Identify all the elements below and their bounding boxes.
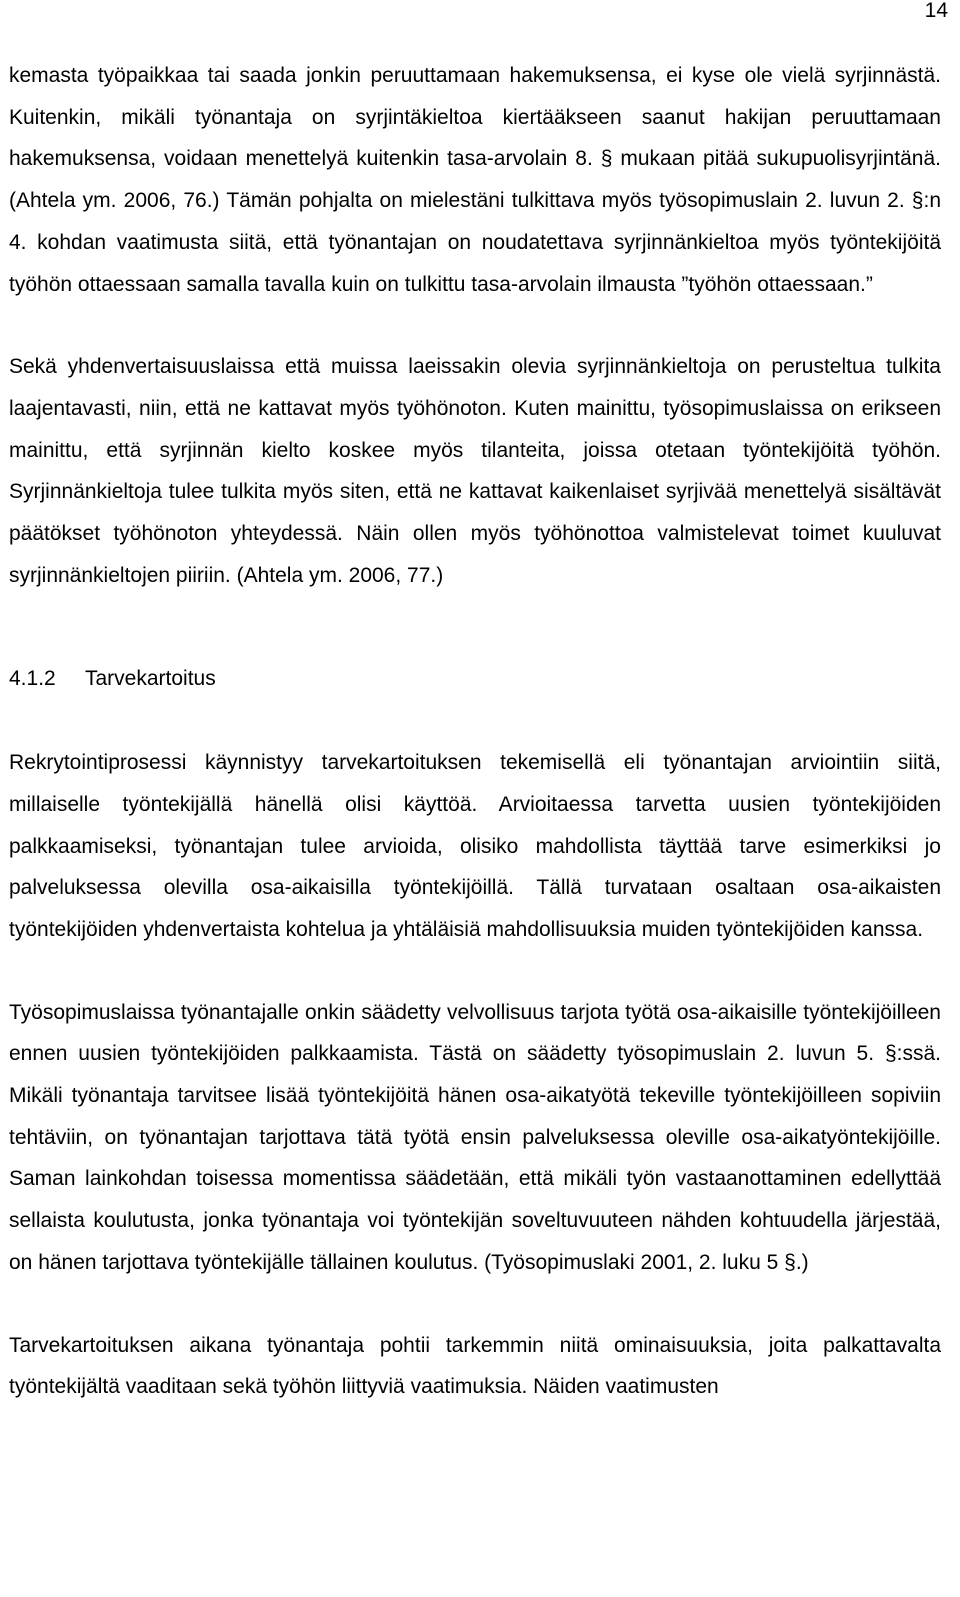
- paragraph-vaatimukset: Tarvekartoituksen aikana työnantaja pohtii tarkemmin niitä ominaisuuksia, joita palkattavalta työntekijältä vaaditaan sekä työhön liittyviä vaatimuksia. Näiden vaatimusten: [9, 1333, 941, 1399]
- paragraph-syrjinnankieltojen-tulkinta: Sekä yhdenvertaisuuslaissa että muissa laeissakin olevia syrjinnänkieltoja on perusteltua tulkita laajentavasti, niin, että ne kattavat myös työhönoton. Kuten mainittu, työsopimuslaissa on erikseen mainittu, että syrjinnän kielto koskee myös tilanteita, joissa otetaan työntekijöitä työhön. Syrjinnänkieltoja tulee tulkita myös siten, että ne kattavat kaikenlaiset syrjivää menettelyä sisältävät päätökset työhönoton yhteydessä. Näin ollen myös työhönottoa valmistelevat toimet kuuluvat syrjinnänkieltojen piiriin. (Ahtela ym. 2006, 77.): [9, 355, 941, 587]
- section-number: 4.1.2: [9, 667, 56, 691]
- paragraph-syrjinta-tyohonotossa: kemasta työpaikkaa tai saada jonkin peruuttamaan hakemuksensa, ei kyse ole vielä syrjinnästä. Kuitenkin, mikäli työnantaja on syrjintäkieltoa kiertääkseen saanut hakijan peruuttamaan hakemuksensa, voidaan menettelyä kuitenkin tasa-arvolain 8. § mukaan pitää sukupuolisyrjintänä. (Ahtela ym. 2006, 76.) Tämän pohjalta on mielestäni tulkittava myös työsopimuslain 2. luvun 2. §:n 4. kohdan vaatimusta siitä, että työnantajan on noudatettava syrjinnänkieltoa myös työntekijöitä työhön ottaessaan samalla tavalla kuin on tulkittu tasa-arvolain ilmausta ”työhön ottaessaan.”: [9, 64, 941, 296]
- section-heading: [9, 658, 941, 700]
- section-title: Tarvekartoitus: [85, 667, 216, 691]
- paragraph-osa-aikaiset: Työsopimuslaissa työnantajalle onkin säädetty velvollisuus tarjota työtä osa-aikaisille työntekijöilleen ennen uusien työntekijöiden palkkaamista. Tästä on säädetty työsopimuslain 2. luvun 5. §:ssä. Mikäli työnantaja tarvitsee lisää työntekijöitä hänen osa-aikatyötä tekeville työntekijöilleen sopiviin tehtäviin, on työnantajan tarjottava tätä työtä ensin palveluksessa oleville osa-aikatyöntekijöille. Saman lainkohdan toisessa momentissa säädetään, että mikäli työn vastaanottaminen edellyttää sellaista koulutusta, jonka työnantaja voi työntekijän soveltuvuuteen nähden kohtuudella järjestää, on hänen tarjottava työntekijälle tällainen koulutus. (Työsopimuslaki 2001, 2. luku 5 §.): [9, 1000, 941, 1274]
- paragraph-tarvekartoitus: Rekrytointiprosessi käynnistyy tarvekartoituksen tekemisellä eli työnantajan arviointiin siitä, millaiselle työntekijällä hänellä olisi käyttöä. Arvioitaessa tarvetta uusien työntekijöiden palkkaamiseksi, työnantajan tulee arvioida, olisiko mahdollista täyttää tarve esimerkiksi jo palveluksessa olevilla osa-aikaisilla työntekijöillä. Tällä turvataan osaltaan osa-aikaisten työntekijöiden yhdenvertaista kohtelua ja yhtäläisiä mahdollisuuksia muiden työntekijöiden kanssa.: [9, 751, 941, 941]
- page-number: 14: [924, 0, 948, 22]
- document-body: [9, 55, 941, 1408]
